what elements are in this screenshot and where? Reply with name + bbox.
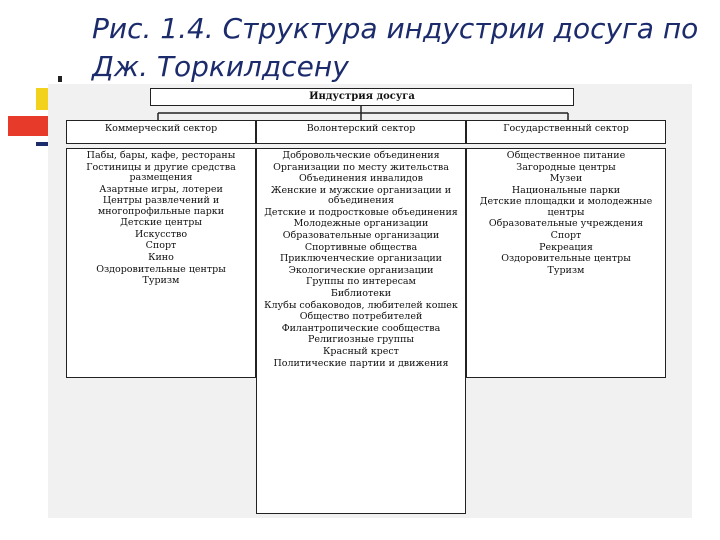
deco-blue-dash bbox=[36, 142, 48, 146]
sector-item: Политические партии и движения bbox=[273, 357, 449, 369]
root-label: Индустрия досуга bbox=[309, 91, 415, 102]
sector-item: Азартные игры, лотереи bbox=[99, 183, 223, 195]
leisure-industry-diagram bbox=[48, 84, 692, 518]
sector-item: Образовательные организации bbox=[282, 229, 440, 241]
root-box bbox=[150, 88, 574, 106]
sector-item: Туризм bbox=[142, 275, 180, 287]
sector-label: Волонтерский сектор bbox=[306, 123, 416, 134]
sector-label: Коммерческий сектор bbox=[104, 123, 218, 134]
sector-item: Детские и подростковые объединения bbox=[264, 206, 458, 218]
sector-item: Искусство bbox=[134, 228, 188, 240]
sector-item: Экологические организации bbox=[288, 264, 434, 276]
sector-item: Кино bbox=[148, 251, 174, 263]
sector-item: Спорт bbox=[550, 229, 582, 241]
sector-item: Филантропические сообщества bbox=[281, 322, 441, 334]
sector-header-commercial bbox=[66, 120, 256, 144]
sector-item: Добровольческие объединения bbox=[282, 150, 440, 161]
sector-item: Рекреация bbox=[539, 241, 593, 253]
sector-item: Спортивные общества bbox=[304, 241, 418, 253]
sector-item: Приключенческие организации bbox=[279, 253, 443, 265]
sector-item: Красный крест bbox=[323, 345, 399, 357]
sector-item: Центры развлечений и многопрофильные парки bbox=[97, 195, 225, 217]
sector-item: Религиозные группы bbox=[308, 334, 414, 346]
column-volunteer bbox=[256, 148, 466, 514]
sector-item: Спорт bbox=[145, 240, 177, 252]
sector-header-volunteer bbox=[256, 120, 466, 144]
sector-item: Детские площадки и молодежные центры bbox=[479, 196, 653, 218]
sector-item: Гостиницы и другие средства размещения bbox=[86, 161, 236, 183]
slide-title: Рис. 1.4. Структура индустрии досуга по Дж. Торкилдсену bbox=[92, 12, 699, 83]
deco-red-bar bbox=[8, 116, 50, 136]
sector-item: Музеи bbox=[549, 173, 583, 185]
sector-item: Оздоровительные центры bbox=[501, 253, 631, 265]
sector-item: Группы по интересам bbox=[306, 276, 416, 288]
sector-item: Общественное питание bbox=[506, 150, 626, 161]
sector-item: Клубы собаководов, любителей кошек bbox=[264, 299, 458, 311]
sector-item: Оздоровительные центры bbox=[96, 263, 226, 275]
sector-item: Пабы, бары, кафе, рестораны bbox=[86, 150, 236, 161]
column-government bbox=[466, 148, 666, 378]
sector-item: Женские и мужские организации и объединения bbox=[270, 184, 452, 207]
sector-item: Образовательные учреждения bbox=[488, 218, 644, 230]
sector-item: Загородные центры bbox=[516, 161, 616, 173]
deco-bullet bbox=[58, 76, 62, 82]
sector-item: Национальные парки bbox=[511, 184, 621, 196]
sector-item: Общество потребителей bbox=[299, 311, 423, 323]
sector-label: Государственный сектор bbox=[503, 123, 629, 134]
sector-item: Организации по месту жительства bbox=[273, 161, 449, 173]
sector-item: Детские центры bbox=[120, 217, 202, 229]
sector-item: Молодежные организации bbox=[293, 218, 429, 230]
sector-header-government bbox=[466, 120, 666, 144]
sector-item: Библиотеки bbox=[330, 287, 392, 299]
column-commercial bbox=[66, 148, 256, 378]
sector-item: Объединения инвалидов bbox=[299, 173, 423, 185]
sector-item: Туризм bbox=[547, 264, 585, 276]
